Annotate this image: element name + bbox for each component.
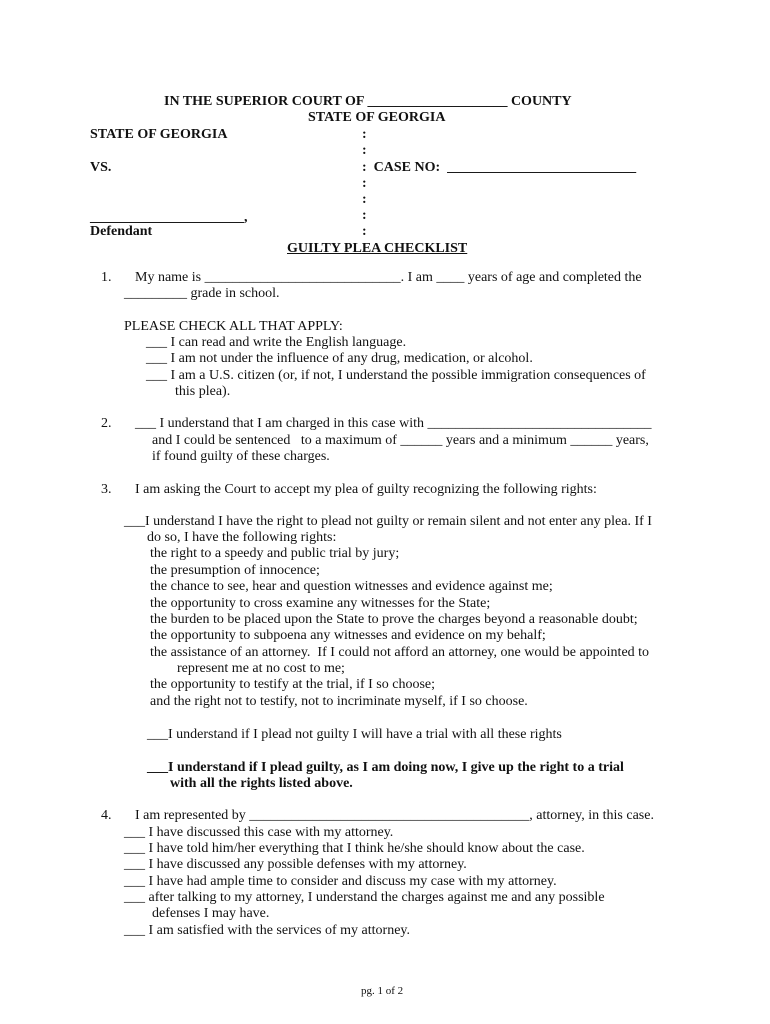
attorney-item-continued: defenses I may have. [152, 906, 270, 921]
attorney-item: ___ after talking to my attorney, I understand the charges against me and any possible [124, 890, 605, 905]
guilty-waiver-continued: with all the rights listed above. [170, 776, 353, 791]
attorney-line: I am represented by ________________________________________, attorney, in this case. [135, 808, 654, 823]
guilty-waiver-statement: ___I understand if I plead guilty, as I am doing now, I give up the right to a trial [147, 760, 624, 775]
checklist-item-continued: this plea). [175, 384, 231, 399]
right-item: the assistance of an attorney. If I could not afford an attorney, one would be appointed to [150, 645, 650, 660]
page-number: pg. 1 of 2 [361, 985, 404, 997]
right-item: the right to a speedy and public trial by jury; [150, 546, 400, 561]
charge-line: ___ I understand that I am charged in this case with ________________________________ [135, 416, 652, 431]
caption-colon: : [362, 127, 367, 142]
guilty-line: if found guilty of these charges. [152, 449, 330, 464]
attorney-item: ___ I have discussed any possible defenses with my attorney. [124, 857, 467, 872]
right-item: the burden to be placed upon the State to prove the charges beyond a reasonable doubt; [150, 612, 638, 627]
grade-line: _________ grade in school. [124, 286, 280, 301]
sentence-line: and I could be sentenced to a maximum of ______ years and a minimum ______ years, [152, 433, 649, 448]
section-number: 1. [101, 270, 112, 285]
attorney-item: ___ I am satisfied with the services of my attorney. [124, 923, 411, 938]
plaintiff-name: STATE OF GEORGIA [90, 127, 228, 142]
caption-colon: : [362, 143, 367, 158]
right-item: the presumption of innocence; [150, 563, 320, 578]
right-item: the opportunity to subpoena any witnesses and evidence on my behalf; [150, 628, 546, 643]
defendant-label: Defendant [90, 224, 153, 239]
attorney-item: ___ I have discussed this case with my attorney. [124, 825, 394, 840]
right-item: the chance to see, hear and question witnesses and evidence against me; [150, 579, 553, 594]
caption-colon: : [362, 176, 367, 191]
rights-statement: ___I understand I have the right to plead not guilty or remain silent and not enter any plea. If I [124, 514, 652, 529]
checklist-item: ___ I can read and write the English language. [146, 335, 407, 350]
name-age-line: My name is ____________________________. I am ____ years of age and completed the [135, 270, 642, 285]
caption-colon: : [362, 192, 367, 207]
versus-label: VS. [90, 160, 112, 175]
right-item: the opportunity to cross examine any witnesses for the State; [150, 596, 491, 611]
right-item: the opportunity to testify at the trial, if I so choose; [150, 677, 435, 692]
check-heading: PLEASE CHECK ALL THAT APPLY: [124, 319, 343, 334]
checklist-item: ___ I am not under the influence of any drug, medication, or alcohol. [146, 351, 533, 366]
rights-intro: I am asking the Court to accept my plea of guilty recognizing the following rights: [135, 482, 597, 497]
right-item: and the right not to testify, not to incriminate myself, if I so choose. [150, 694, 528, 709]
caption-colon: : [362, 208, 367, 223]
court-heading: IN THE SUPERIOR COURT OF ____________________ COUNTY [164, 94, 572, 109]
state-heading: STATE OF GEORGIA [308, 110, 446, 125]
case-number-field: : CASE NO: ___________________________ [362, 160, 637, 175]
checklist-item: ___ I am a U.S. citizen (or, if not, I understand the possible immigration consequences of [146, 368, 646, 383]
section-number: 3. [101, 482, 112, 497]
attorney-item: ___ I have told him/her everything that I think he/she should know about the case. [124, 841, 585, 856]
not-guilty-statement: ___I understand if I plead not guilty I will have a trial with all these rights [147, 727, 562, 742]
section-number: 2. [101, 416, 112, 431]
defendant-blank: ______________________, [90, 210, 248, 225]
rights-statement-continued: do so, I have the following rights: [147, 530, 337, 545]
document-title: GUILTY PLEA CHECKLIST [287, 241, 468, 256]
caption-colon: : [362, 224, 367, 239]
attorney-item: ___ I have had ample time to consider and discuss my case with my attorney. [124, 874, 557, 889]
right-item-continued: represent me at no cost to me; [177, 661, 345, 676]
section-number: 4. [101, 808, 112, 823]
